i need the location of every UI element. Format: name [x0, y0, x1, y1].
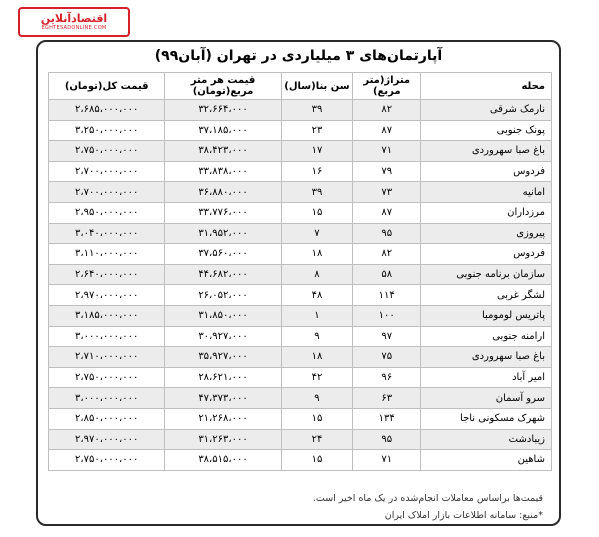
table-row — [49, 161, 552, 182]
apartments-table — [48, 72, 552, 471]
cell-size: ۸۲ — [353, 100, 421, 121]
cell-size: ۷۱ — [353, 450, 421, 471]
cell-age: ۴۲ — [281, 367, 353, 388]
cell-size: ۱۰۰ — [353, 305, 421, 326]
table-row — [49, 326, 552, 347]
table-body — [49, 100, 552, 471]
cell-age: ۲۳ — [281, 120, 353, 141]
cell-area: ارامنه جنوبی — [421, 326, 552, 347]
cell-area: فردوس — [421, 244, 552, 265]
table-row — [49, 305, 552, 326]
cell-age: ۱ — [281, 305, 353, 326]
table-row — [49, 264, 552, 285]
table-row — [49, 244, 552, 265]
cell-area: فردوس — [421, 161, 552, 182]
footnote-note: قیمت‌ها براساس معاملات انجام‌شده در یک ماه اخیر است. — [312, 493, 543, 504]
cell-total-price: ۳،۱۸۵،۰۰۰،۰۰۰ — [49, 305, 165, 326]
cell-area: زیبادشت — [421, 429, 552, 450]
cell-total-price: ۲،۷۰۰،۰۰۰،۰۰۰ — [49, 182, 165, 203]
cell-price-per-m2: ۳۱،۹۵۲،۰۰۰ — [165, 223, 281, 244]
table-card — [36, 40, 561, 526]
cell-area: لشگر غربی — [421, 285, 552, 306]
cell-age: ۷ — [281, 223, 353, 244]
cell-total-price: ۲،۷۵۰،۰۰۰،۰۰۰ — [49, 367, 165, 388]
cell-area: مرزداران — [421, 202, 552, 223]
cell-price-per-m2: ۳۲،۶۶۴،۰۰۰ — [165, 100, 281, 121]
cell-age: ۱۶ — [281, 161, 353, 182]
cell-total-price: ۲،۷۱۰،۰۰۰،۰۰۰ — [49, 347, 165, 368]
cell-total-price: ۲،۷۵۰،۰۰۰،۰۰۰ — [49, 450, 165, 471]
table-row — [49, 367, 552, 388]
cell-age: ۱۷ — [281, 141, 353, 162]
cell-area: امیر آباد — [421, 367, 552, 388]
cell-total-price: ۳،۱۱۰،۰۰۰،۰۰۰ — [49, 244, 165, 265]
cell-size: ۹۷ — [353, 326, 421, 347]
header-total-price: قیمت کل(تومان) — [49, 73, 165, 100]
cell-area: سرو آسمان — [421, 388, 552, 409]
cell-age: ۳۹ — [281, 182, 353, 203]
logo-text-fa: اقتصادآنلاین — [40, 12, 108, 25]
cell-area: باغ صبا سهروردی — [421, 141, 552, 162]
header-size: متراژ(متر مربع) — [353, 73, 421, 100]
cell-total-price: ۲،۹۵۰،۰۰۰،۰۰۰ — [49, 202, 165, 223]
cell-price-per-m2: ۳۱،۲۶۳،۰۰۰ — [165, 429, 281, 450]
cell-total-price: ۲،۸۵۰،۰۰۰،۰۰۰ — [49, 408, 165, 429]
cell-price-per-m2: ۳۳،۷۷۶،۰۰۰ — [165, 202, 281, 223]
cell-total-price: ۳،۰۰۰،۰۰۰،۰۰۰ — [49, 326, 165, 347]
cell-size: ۶۳ — [353, 388, 421, 409]
table-row — [49, 182, 552, 203]
cell-price-per-m2: ۳۶،۸۸۰،۰۰۰ — [165, 182, 281, 203]
cell-area: شهرک مسکونی ناجا — [421, 408, 552, 429]
header-area: محله — [421, 73, 552, 100]
cell-price-per-m2: ۳۰،۹۲۷،۰۰۰ — [165, 326, 281, 347]
table-row — [49, 429, 552, 450]
cell-size: ۷۵ — [353, 347, 421, 368]
table-title: آپارتمان‌های ۳ میلیاردی در تهران (آبان۹۹) — [154, 48, 443, 64]
cell-price-per-m2: ۲۱،۲۶۸،۰۰۰ — [165, 408, 281, 429]
table-row — [49, 450, 552, 471]
cell-price-per-m2: ۳۸،۵۱۵،۰۰۰ — [165, 450, 281, 471]
table-row — [49, 120, 552, 141]
cell-area: باغ صبا سهروردی — [421, 347, 552, 368]
header-age: سن بنا(سال) — [281, 73, 353, 100]
table-row — [49, 223, 552, 244]
cell-size: ۹۵ — [353, 429, 421, 450]
table-row — [49, 285, 552, 306]
cell-size: ۸۲ — [353, 244, 421, 265]
cell-price-per-m2: ۴۷،۳۷۳،۰۰۰ — [165, 388, 281, 409]
cell-area: پاتریس لومومبا — [421, 305, 552, 326]
table-row — [49, 141, 552, 162]
cell-size: ۸۷ — [353, 120, 421, 141]
cell-age: ۲۴ — [281, 429, 353, 450]
cell-size: ۷۹ — [353, 161, 421, 182]
cell-price-per-m2: ۴۴،۶۸۲،۰۰۰ — [165, 264, 281, 285]
cell-area: امانیه — [421, 182, 552, 203]
cell-area: شاهین — [421, 450, 552, 471]
table-row — [49, 388, 552, 409]
cell-age: ۱۵ — [281, 408, 353, 429]
cell-size: ۱۳۴ — [353, 408, 421, 429]
cell-age: ۹ — [281, 388, 353, 409]
cell-total-price: ۲،۹۷۰،۰۰۰،۰۰۰ — [49, 429, 165, 450]
cell-total-price: ۲،۹۷۰،۰۰۰،۰۰۰ — [49, 285, 165, 306]
cell-price-per-m2: ۳۸،۴۲۳،۰۰۰ — [165, 141, 281, 162]
cell-age: ۸ — [281, 264, 353, 285]
footnote-source: *منبع: سامانه اطلاعات بازار املاک ایران — [384, 510, 543, 521]
cell-total-price: ۲،۶۴۰،۰۰۰،۰۰۰ — [49, 264, 165, 285]
cell-price-per-m2: ۳۳،۸۳۸،۰۰۰ — [165, 161, 281, 182]
cell-total-price: ۳،۲۵۰،۰۰۰،۰۰۰ — [49, 120, 165, 141]
cell-size: ۷۱ — [353, 141, 421, 162]
cell-price-per-m2: ۲۶،۰۵۲،۰۰۰ — [165, 285, 281, 306]
cell-age: ۱۸ — [281, 244, 353, 265]
site-logo[interactable] — [18, 7, 130, 37]
cell-age: ۱۵ — [281, 450, 353, 471]
table-row — [49, 202, 552, 223]
cell-age: ۱۸ — [281, 347, 353, 368]
cell-price-per-m2: ۲۸،۶۲۱،۰۰۰ — [165, 367, 281, 388]
cell-size: ۵۸ — [353, 264, 421, 285]
cell-area: پونک جنوبی — [421, 120, 552, 141]
cell-size: ۹۶ — [353, 367, 421, 388]
cell-size: ۱۱۴ — [353, 285, 421, 306]
cell-area: سازمان برنامه جنوبی — [421, 264, 552, 285]
cell-age: ۹ — [281, 326, 353, 347]
cell-total-price: ۲،۷۰۰،۰۰۰،۰۰۰ — [49, 161, 165, 182]
logo-text-en: EGHTESADONLINE.COM — [41, 25, 107, 31]
cell-age: ۳۹ — [281, 100, 353, 121]
cell-size: ۷۳ — [353, 182, 421, 203]
cell-total-price: ۲،۷۵۰،۰۰۰،۰۰۰ — [49, 141, 165, 162]
header-price-per-m2: قیمت هر متر مربع(تومان) — [165, 73, 281, 100]
table-row — [49, 347, 552, 368]
cell-size: ۹۵ — [353, 223, 421, 244]
cell-total-price: ۳،۰۴۰،۰۰۰،۰۰۰ — [49, 223, 165, 244]
table-header-row — [49, 73, 552, 100]
cell-age: ۱۵ — [281, 202, 353, 223]
cell-age: ۴۸ — [281, 285, 353, 306]
cell-total-price: ۲،۶۸۵،۰۰۰،۰۰۰ — [49, 100, 165, 121]
cell-price-per-m2: ۳۵،۹۲۷،۰۰۰ — [165, 347, 281, 368]
footnotes — [313, 490, 543, 524]
cell-price-per-m2: ۳۷،۵۶۰،۰۰۰ — [165, 244, 281, 265]
table-row — [49, 100, 552, 121]
cell-total-price: ۳،۰۰۰،۰۰۰،۰۰۰ — [49, 388, 165, 409]
cell-price-per-m2: ۳۱،۸۵۰،۰۰۰ — [165, 305, 281, 326]
cell-size: ۸۷ — [353, 202, 421, 223]
cell-price-per-m2: ۳۷،۱۸۵،۰۰۰ — [165, 120, 281, 141]
cell-area: پیروزی — [421, 223, 552, 244]
cell-area: نارمک شرقی — [421, 100, 552, 121]
table-row — [49, 408, 552, 429]
